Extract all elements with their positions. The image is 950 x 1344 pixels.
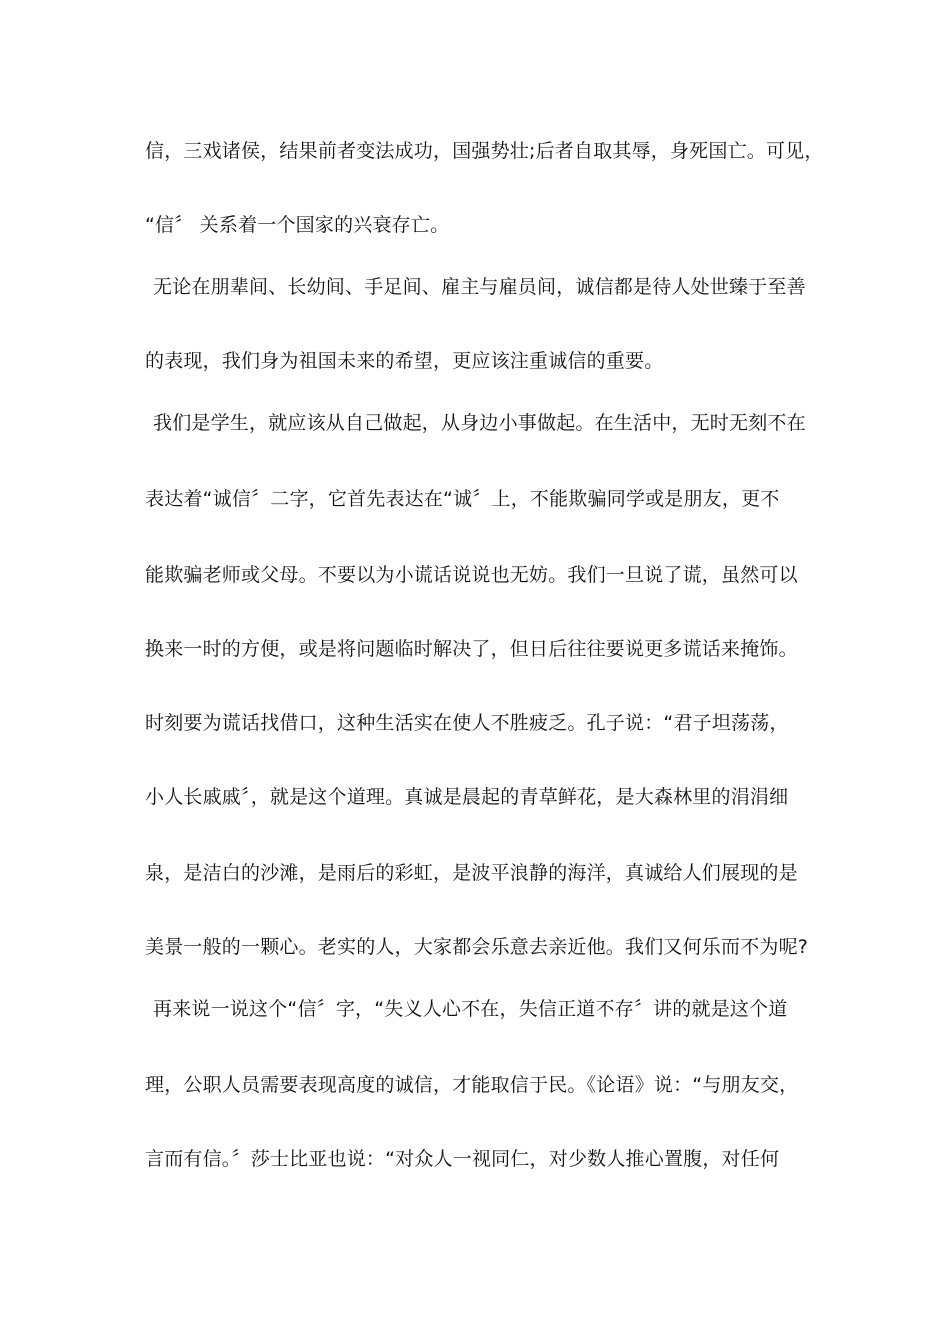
text-line-6: 表达着“诚信〞二字，它首先表达在“诚〞上，不能欺骗同学或是朋友，更不 xyxy=(145,488,780,510)
text-line-14: 理，公职人员需要表现高度的诚信，才能取信于民。《论语》说：“与朋友交， xyxy=(145,1074,799,1096)
text-line-5: 我们是学生，就应该从自己做起，从身边小事做起。在生活中，无时无刻不在 xyxy=(153,412,806,434)
text-line-9: 时刻要为谎话找借口，这种生活实在使人不胜疲乏。孔子说：“君子坦荡荡， xyxy=(145,712,789,734)
text-line-8: 换来一时的方便，或是将问题临时解决了，但日后往往要说更多谎话来掩饰。 xyxy=(145,638,798,660)
text-line-12: 美景一般的一颗心。老实的人，大家都会乐意去亲近他。我们又何乐而不为呢? xyxy=(145,936,809,958)
text-line-3: 无论在朋辈间、长幼间、手足间、雇主与雇员间，诚信都是待人处世臻于至善 xyxy=(153,276,806,298)
text-line-2: “信〞 关系着一个国家的兴衰存亡。 xyxy=(145,214,450,236)
text-line-1: 信，三戏诸侯，结果前者变法成功，国强势壮;后者自取其辱，身死国亡。可见， xyxy=(145,140,824,162)
text-line-13: 再来说一说这个“信〞字，“失义人心不在，失信正道不存〞讲的就是这个道 xyxy=(153,998,788,1020)
text-line-7: 能欺骗老师或父母。不要以为小谎话说说也无妨。我们一旦说了谎，虽然可以 xyxy=(145,564,798,586)
text-line-4: 的表现，我们身为祖国未来的希望，更应该注重诚信的重要。 xyxy=(145,350,664,372)
text-line-11: 泉，是洁白的沙滩，是雨后的彩虹，是波平浪静的海洋，真诚给人们展现的是 xyxy=(145,862,798,884)
text-line-10: 小人长戚戚〞，就是这个道理。真诚是晨起的青草鲜花，是大森林里的涓涓细 xyxy=(145,786,789,808)
text-line-15: 言而有信。〞莎士比亚也说：“对众人一视同仁，对少数人推心置腹，对任何 xyxy=(145,1148,780,1170)
